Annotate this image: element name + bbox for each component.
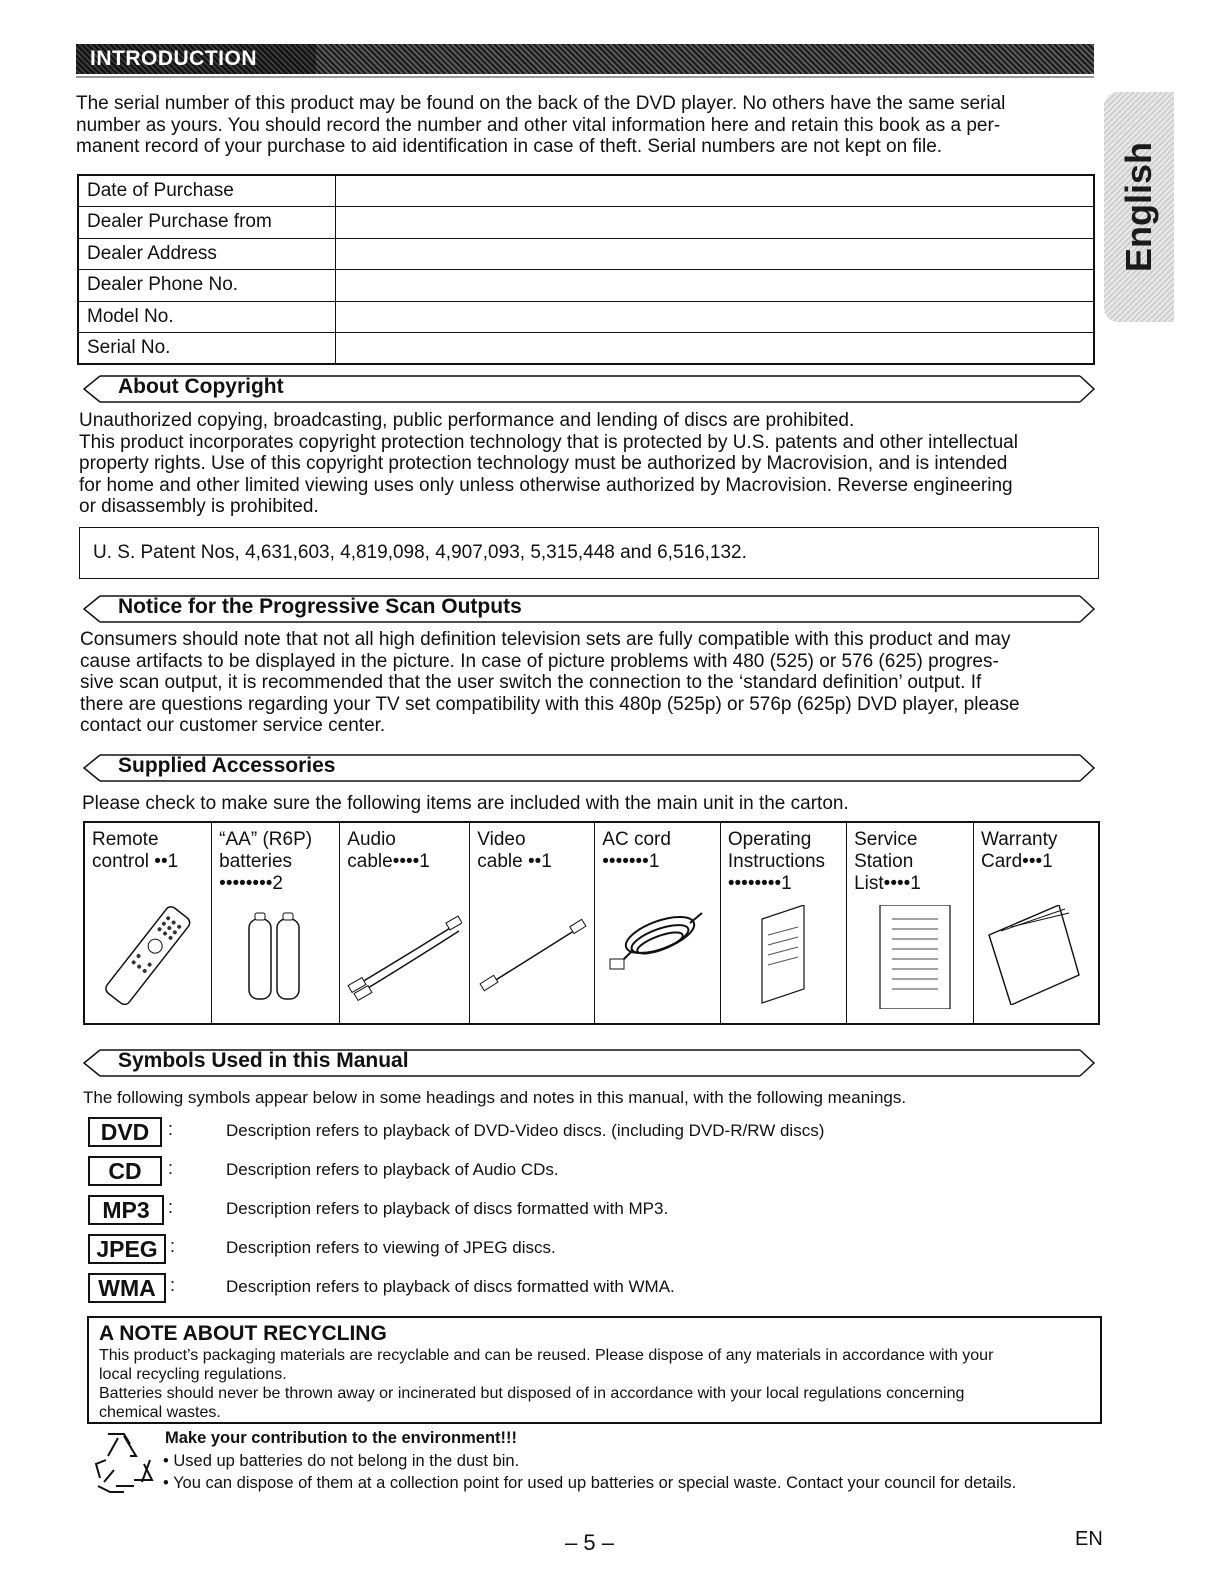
jpeg-badge: JPEG bbox=[88, 1234, 166, 1264]
language-code: EN bbox=[1075, 1528, 1103, 1550]
copyright-line: property rights. Use of this copyright protection technology must be authorized by Macrovision, and is intended bbox=[79, 453, 1008, 474]
table-row bbox=[78, 270, 1094, 302]
table-row bbox=[78, 301, 1094, 333]
copyright-paragraph bbox=[79, 410, 1099, 518]
page-number: – 5 – bbox=[565, 1530, 614, 1555]
heading-title: Supplied Accessories bbox=[118, 754, 336, 777]
intro-paragraph bbox=[76, 93, 1096, 158]
manual-icon bbox=[728, 905, 838, 1005]
table-row bbox=[84, 822, 1099, 1024]
row-label: Date of Purchase bbox=[78, 175, 335, 207]
copyright-line: Unauthorized copying, broadcasting, public performance and lending of discs are prohibited. bbox=[79, 410, 855, 431]
symbol-colon: : bbox=[170, 1275, 176, 1295]
cd-badge: CD bbox=[88, 1156, 162, 1186]
progressive-line: Consumers should note that not all high definition television sets are fully compatible with this product and may bbox=[80, 629, 1011, 650]
recycle-icon bbox=[90, 1430, 158, 1496]
header-rule bbox=[76, 76, 1094, 78]
symbol-colon: : bbox=[168, 1119, 174, 1139]
recycling-note bbox=[87, 1316, 1102, 1424]
remote-control-icon bbox=[92, 905, 202, 1005]
row-label: Serial No. bbox=[78, 333, 335, 365]
intro-line: manent record of your purchase to aid identification in case of theft. Serial numbers are not kept on file. bbox=[76, 136, 943, 157]
accessory-label: Remote control ••1 bbox=[92, 829, 179, 872]
symbols-intro: The following symbols appear below in some headings and notes in this manual, with the following meanings. bbox=[83, 1088, 907, 1107]
copyright-line: This product incorporates copyright protection technology that is protected by U.S. patents and other intellectual bbox=[79, 431, 1018, 453]
recycling-text: local recycling regulations. bbox=[99, 1366, 287, 1383]
intro-line: The serial number of this product may be found on the back of the DVD player. No others have the same serial bbox=[76, 93, 1006, 114]
accessory-cell bbox=[595, 822, 721, 1024]
symbol-description: Description refers to playback of discs formatted with MP3. bbox=[226, 1199, 669, 1218]
dvd-badge: DVD bbox=[88, 1117, 162, 1147]
environment-title: Make your contribution to the environment!!! bbox=[165, 1429, 518, 1447]
row-label: Dealer Address bbox=[78, 238, 335, 270]
accessory-label: Warranty Card•••1 bbox=[981, 829, 1058, 872]
row-label: Dealer Phone No. bbox=[78, 270, 335, 302]
progressive-paragraph bbox=[80, 629, 1100, 737]
wma-badge: WMA bbox=[88, 1273, 166, 1303]
symbol-description: Description refers to playback of DVD-Video discs. (including DVD-R/RW discs) bbox=[226, 1121, 825, 1140]
row-value-field[interactable] bbox=[335, 333, 1094, 365]
row-label: Model No. bbox=[78, 301, 335, 333]
copyright-heading bbox=[80, 372, 1098, 406]
accessory-cell bbox=[847, 822, 974, 1024]
section-title: INTRODUCTION bbox=[90, 47, 257, 70]
mp3-badge: MP3 bbox=[88, 1195, 164, 1225]
accessory-label: “AA” (R6P) batteries ••••••••2 bbox=[219, 829, 313, 894]
row-label: Dealer Purchase from bbox=[78, 207, 335, 239]
table-row bbox=[78, 207, 1094, 239]
accessory-cell bbox=[720, 822, 846, 1024]
language-tab-label: English bbox=[1118, 141, 1159, 273]
accessories-table bbox=[83, 821, 1100, 1025]
row-value-field[interactable] bbox=[335, 175, 1094, 207]
accessory-cell bbox=[470, 822, 595, 1024]
progressive-line: contact our customer service center. bbox=[80, 715, 386, 736]
patent-notice: U. S. Patent Nos, 4,631,603, 4,819,098, 4,907,093, 5,315,448 and 6,516,132. bbox=[79, 527, 1099, 579]
accessory-cell bbox=[340, 822, 470, 1024]
row-value-field[interactable] bbox=[335, 238, 1094, 270]
accessory-cell bbox=[212, 822, 340, 1024]
row-value-field[interactable] bbox=[335, 270, 1094, 302]
symbol-colon: : bbox=[168, 1197, 174, 1217]
ac-cord-icon bbox=[602, 905, 712, 1005]
symbol-description: Description refers to playback of Audio CDs. bbox=[226, 1160, 559, 1179]
warranty-card-icon bbox=[981, 905, 1091, 1005]
recycling-heading: A NOTE ABOUT RECYCLING bbox=[99, 1322, 387, 1345]
row-value-field[interactable] bbox=[335, 207, 1094, 239]
symbol-description: Description refers to playback of discs formatted with WMA. bbox=[226, 1277, 675, 1296]
audio-cable-icon bbox=[347, 905, 462, 1005]
accessory-cell bbox=[84, 822, 212, 1024]
accessories-intro: Please check to make sure the following items are included with the main unit in the carton. bbox=[82, 793, 849, 814]
accessory-label: Audio cable••••1 bbox=[347, 829, 430, 872]
progressive-scan-heading bbox=[80, 592, 1098, 626]
accessory-label: Service Station List••••1 bbox=[854, 829, 921, 894]
row-value-field[interactable] bbox=[335, 301, 1094, 333]
symbols-heading bbox=[80, 1046, 1098, 1080]
table-row bbox=[78, 333, 1094, 365]
progressive-line: cause artifacts to be displayed in the picture. In case of picture problems with 480 (525) or 576 (625) progres- bbox=[80, 650, 999, 672]
recycling-text: This product’s packaging materials are recyclable and can be reused. Please dispose of any materials in accordance with your bbox=[99, 1347, 994, 1364]
video-cable-icon bbox=[477, 905, 587, 1005]
symbol-description: Description refers to viewing of JPEG discs. bbox=[226, 1238, 556, 1257]
copyright-line: for home and other limited viewing uses only unless otherwise authorized by Macrovision. Reverse engineering bbox=[79, 474, 1013, 496]
batteries-icon bbox=[219, 905, 329, 1005]
language-tab bbox=[1104, 92, 1174, 322]
copyright-line: or disassembly is prohibited. bbox=[79, 496, 319, 517]
table-row bbox=[78, 238, 1094, 270]
intro-line: number as yours. You should record the number and other vital information here and retain this book as a per- bbox=[76, 114, 1001, 136]
purchase-record-table bbox=[77, 174, 1095, 365]
progressive-line: there are questions regarding your TV set compatibility with this 480p (525p) or 576p (625p) DVD player, please bbox=[80, 693, 1020, 715]
accessory-label: Operating Instructions ••••••••1 bbox=[727, 829, 826, 894]
environment-bullet: • Used up batteries do not belong in the dust bin. bbox=[163, 1452, 520, 1470]
accessory-label: AC cord •••••••1 bbox=[602, 829, 671, 872]
heading-title: Notice for the Progressive Scan Outputs bbox=[118, 595, 522, 618]
symbol-colon: : bbox=[170, 1236, 176, 1256]
table-row bbox=[78, 175, 1094, 207]
heading-title: About Copyright bbox=[118, 375, 284, 398]
accessory-cell bbox=[974, 822, 1100, 1024]
accessories-heading bbox=[80, 751, 1098, 785]
environment-bullet: • You can dispose of them at a collection point for used up batteries or special waste. Contact your council for details. bbox=[163, 1474, 1017, 1492]
station-list-icon bbox=[854, 905, 964, 1009]
heading-title: Symbols Used in this Manual bbox=[118, 1049, 409, 1072]
accessory-label: Video cable ••1 bbox=[477, 829, 552, 872]
section-header-bar bbox=[76, 44, 1094, 74]
progressive-line: sive scan output, it is recommended that the user switch the connection to the ‘standard definition’ output. If bbox=[80, 672, 982, 693]
recycling-text: Batteries should never be thrown away or incinerated but disposed of in accordance with your local regulations concerning bbox=[99, 1385, 965, 1402]
symbol-colon: : bbox=[168, 1158, 174, 1178]
recycling-text: chemical wastes. bbox=[99, 1404, 221, 1421]
